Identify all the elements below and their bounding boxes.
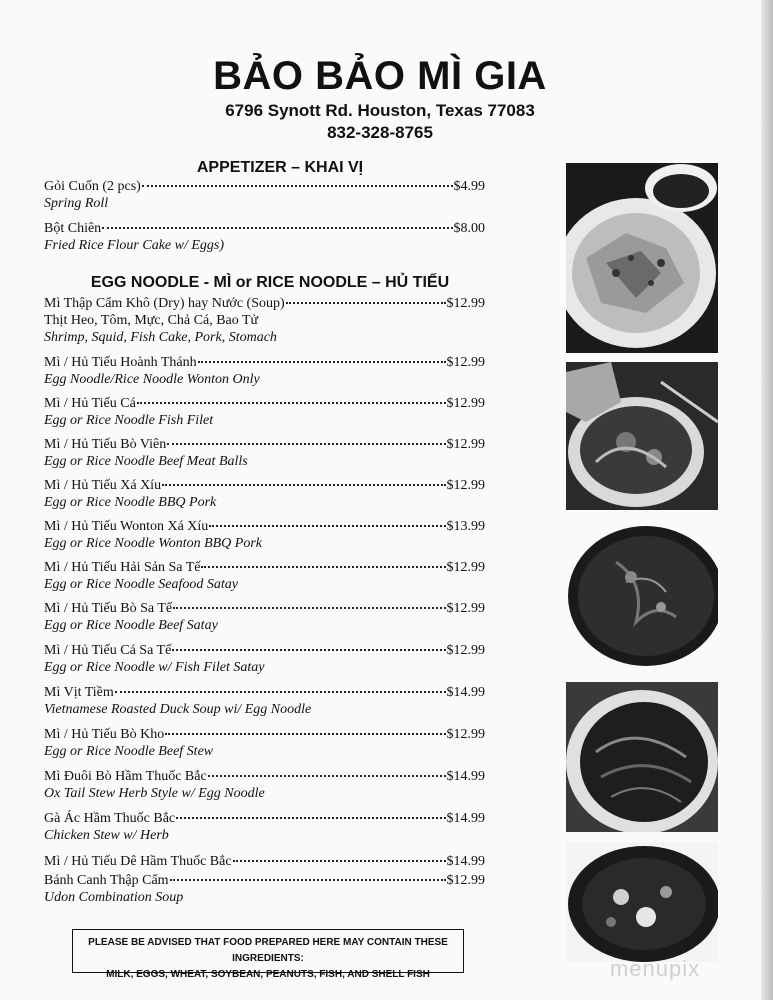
restaurant-address: 6796 Synott Rd. Houston, Texas 77083 bbox=[225, 101, 535, 120]
item-name: Mì / Hủ Tiếu Wonton Xá Xíu bbox=[44, 519, 209, 534]
item-description: Egg or Rice Noodle Beef Meat Balls bbox=[44, 454, 248, 469]
food-photo-noodle-soup bbox=[566, 362, 718, 510]
item-name: Gà Ác Hầm Thuốc Bắc bbox=[44, 811, 176, 826]
menu-item bbox=[44, 354, 485, 388]
item-description: Chicken Stew w/ Herb bbox=[44, 828, 169, 843]
section-title-appetizer: APPETIZER – KHAI VỊ bbox=[196, 159, 364, 176]
item-name: Mì / Hủ Tiếu Cá bbox=[44, 396, 136, 411]
item-price: $12.99 bbox=[446, 643, 485, 658]
item-description: Egg or Rice Noodle Seafood Satay bbox=[44, 577, 239, 592]
item-price: $12.99 bbox=[446, 601, 485, 616]
item-name: Bột Chiên bbox=[44, 221, 102, 236]
item-price: $12.99 bbox=[446, 727, 485, 742]
item-price: $4.99 bbox=[453, 179, 485, 194]
item-description: Shrimp, Squid, Fish Cake, Pork, Stomach bbox=[44, 330, 277, 345]
food-photo-clay-pot bbox=[566, 842, 718, 962]
item-price: $14.99 bbox=[446, 685, 485, 700]
item-description: Ox Tail Stew Herb Style w/ Egg Noodle bbox=[44, 786, 265, 801]
item-name: Mì / Hủ Tiếu Bò Kho bbox=[44, 727, 165, 742]
menu-item bbox=[44, 684, 485, 718]
menu-item bbox=[44, 436, 485, 470]
item-name: Mì / Hủ Tiếu Hoành Thánh bbox=[44, 355, 197, 370]
menu-item bbox=[44, 810, 485, 844]
item-description: Egg or Rice Noodle Wonton BBQ Pork bbox=[44, 536, 263, 551]
watermark: menupix bbox=[610, 956, 701, 981]
menu-item bbox=[44, 295, 485, 346]
item-price: $14.99 bbox=[446, 811, 485, 826]
page-edge bbox=[761, 0, 773, 1000]
menu-item bbox=[44, 178, 485, 212]
item-price: $12.99 bbox=[446, 355, 485, 370]
item-name: Mì / Hủ Tiếu Hải Sản Sa Tế bbox=[44, 560, 201, 575]
menu-item bbox=[44, 395, 485, 429]
menu-item bbox=[44, 600, 485, 634]
item-name: Gỏi Cuốn (2 pcs) bbox=[44, 179, 141, 194]
menu-item bbox=[44, 726, 485, 760]
item-name: Mì / Hủ Tiếu Bò Viên bbox=[44, 437, 167, 452]
allergen-notice bbox=[72, 929, 464, 980]
item-name: Mì Đuôi Bò Hầm Thuốc Bắc bbox=[44, 769, 207, 784]
allergen-notice-line2: MILK, EGGS, WHEAT, SOYBEAN, PEANUTS, FISH, AND SHELL FISH bbox=[106, 969, 430, 980]
item-price: $14.99 bbox=[446, 854, 485, 869]
food-photo-stew bbox=[566, 682, 718, 832]
item-description: Egg or Rice Noodle Fish Filet bbox=[44, 413, 214, 428]
item-price: $12.99 bbox=[446, 396, 485, 411]
item-price: $12.99 bbox=[446, 873, 485, 888]
item-name: Bánh Canh Thập Cẩm bbox=[44, 873, 169, 888]
menu-item bbox=[44, 559, 485, 593]
item-price: $12.99 bbox=[446, 437, 485, 452]
item-description: Udon Combination Soup bbox=[44, 890, 184, 905]
food-photo-fried-rice-cake bbox=[566, 163, 718, 353]
item-vietnamese-description: Thịt Heo, Tôm, Mực, Chả Cá, Bao Tử bbox=[44, 313, 259, 328]
item-price: $12.99 bbox=[446, 478, 485, 493]
restaurant-header bbox=[0, 52, 760, 144]
menu-item bbox=[44, 220, 485, 254]
restaurant-phone: 832-328-8765 bbox=[327, 123, 433, 142]
item-name: Mì / Hủ Tiếu Xá Xíu bbox=[44, 478, 162, 493]
menu-item bbox=[44, 768, 485, 802]
item-price: $8.00 bbox=[453, 221, 485, 236]
item-name: Mì Vịt Tiềm bbox=[44, 685, 114, 700]
item-description: Egg or Rice Noodle BBQ Pork bbox=[44, 495, 217, 510]
menu-item bbox=[44, 853, 485, 870]
food-photo-satay-noodle bbox=[566, 522, 718, 670]
item-description: Vietnamese Roasted Duck Soup wi/ Egg Noodle bbox=[44, 702, 312, 717]
item-description: Spring Roll bbox=[44, 196, 109, 211]
item-price: $12.99 bbox=[446, 296, 485, 311]
item-name: Mì / Hủ Tiếu Dê Hầm Thuốc Bắc bbox=[44, 854, 232, 869]
item-name: Mì Thập Cẩm Khô (Dry) hay Nước (Soup) bbox=[44, 296, 285, 311]
item-description: Egg or Rice Noodle Beef Stew bbox=[44, 744, 214, 759]
menu-item bbox=[44, 477, 485, 511]
item-description: Egg or Rice Noodle Beef Satay bbox=[44, 618, 218, 633]
item-price: $14.99 bbox=[446, 769, 485, 784]
menu-item bbox=[44, 518, 485, 552]
item-price: $13.99 bbox=[446, 519, 485, 534]
allergen-notice-line1: PLEASE BE ADVISED THAT FOOD PREPARED HERE MAY CONTAIN THESE INGREDIENTS: bbox=[88, 937, 448, 964]
item-name: Mì / Hủ Tiếu Bò Sa Tế bbox=[44, 601, 173, 616]
item-name: Mì / Hủ Tiếu Cá Sa Tế bbox=[44, 643, 172, 658]
item-description: Fried Rice Flour Cake w/ Eggs) bbox=[44, 238, 225, 253]
menu-item bbox=[44, 642, 485, 676]
item-description: Egg Noodle/Rice Noodle Wonton Only bbox=[44, 372, 260, 387]
menu-item bbox=[44, 872, 485, 906]
item-description: Egg or Rice Noodle w/ Fish Filet Satay bbox=[44, 660, 265, 675]
section-title-noodle: EGG NOODLE - MÌ or RICE NOODLE – HỦ TIẾU bbox=[90, 274, 450, 291]
restaurant-name: BẢO BẢO MÌ GIA bbox=[213, 54, 547, 98]
item-price: $12.99 bbox=[446, 560, 485, 575]
